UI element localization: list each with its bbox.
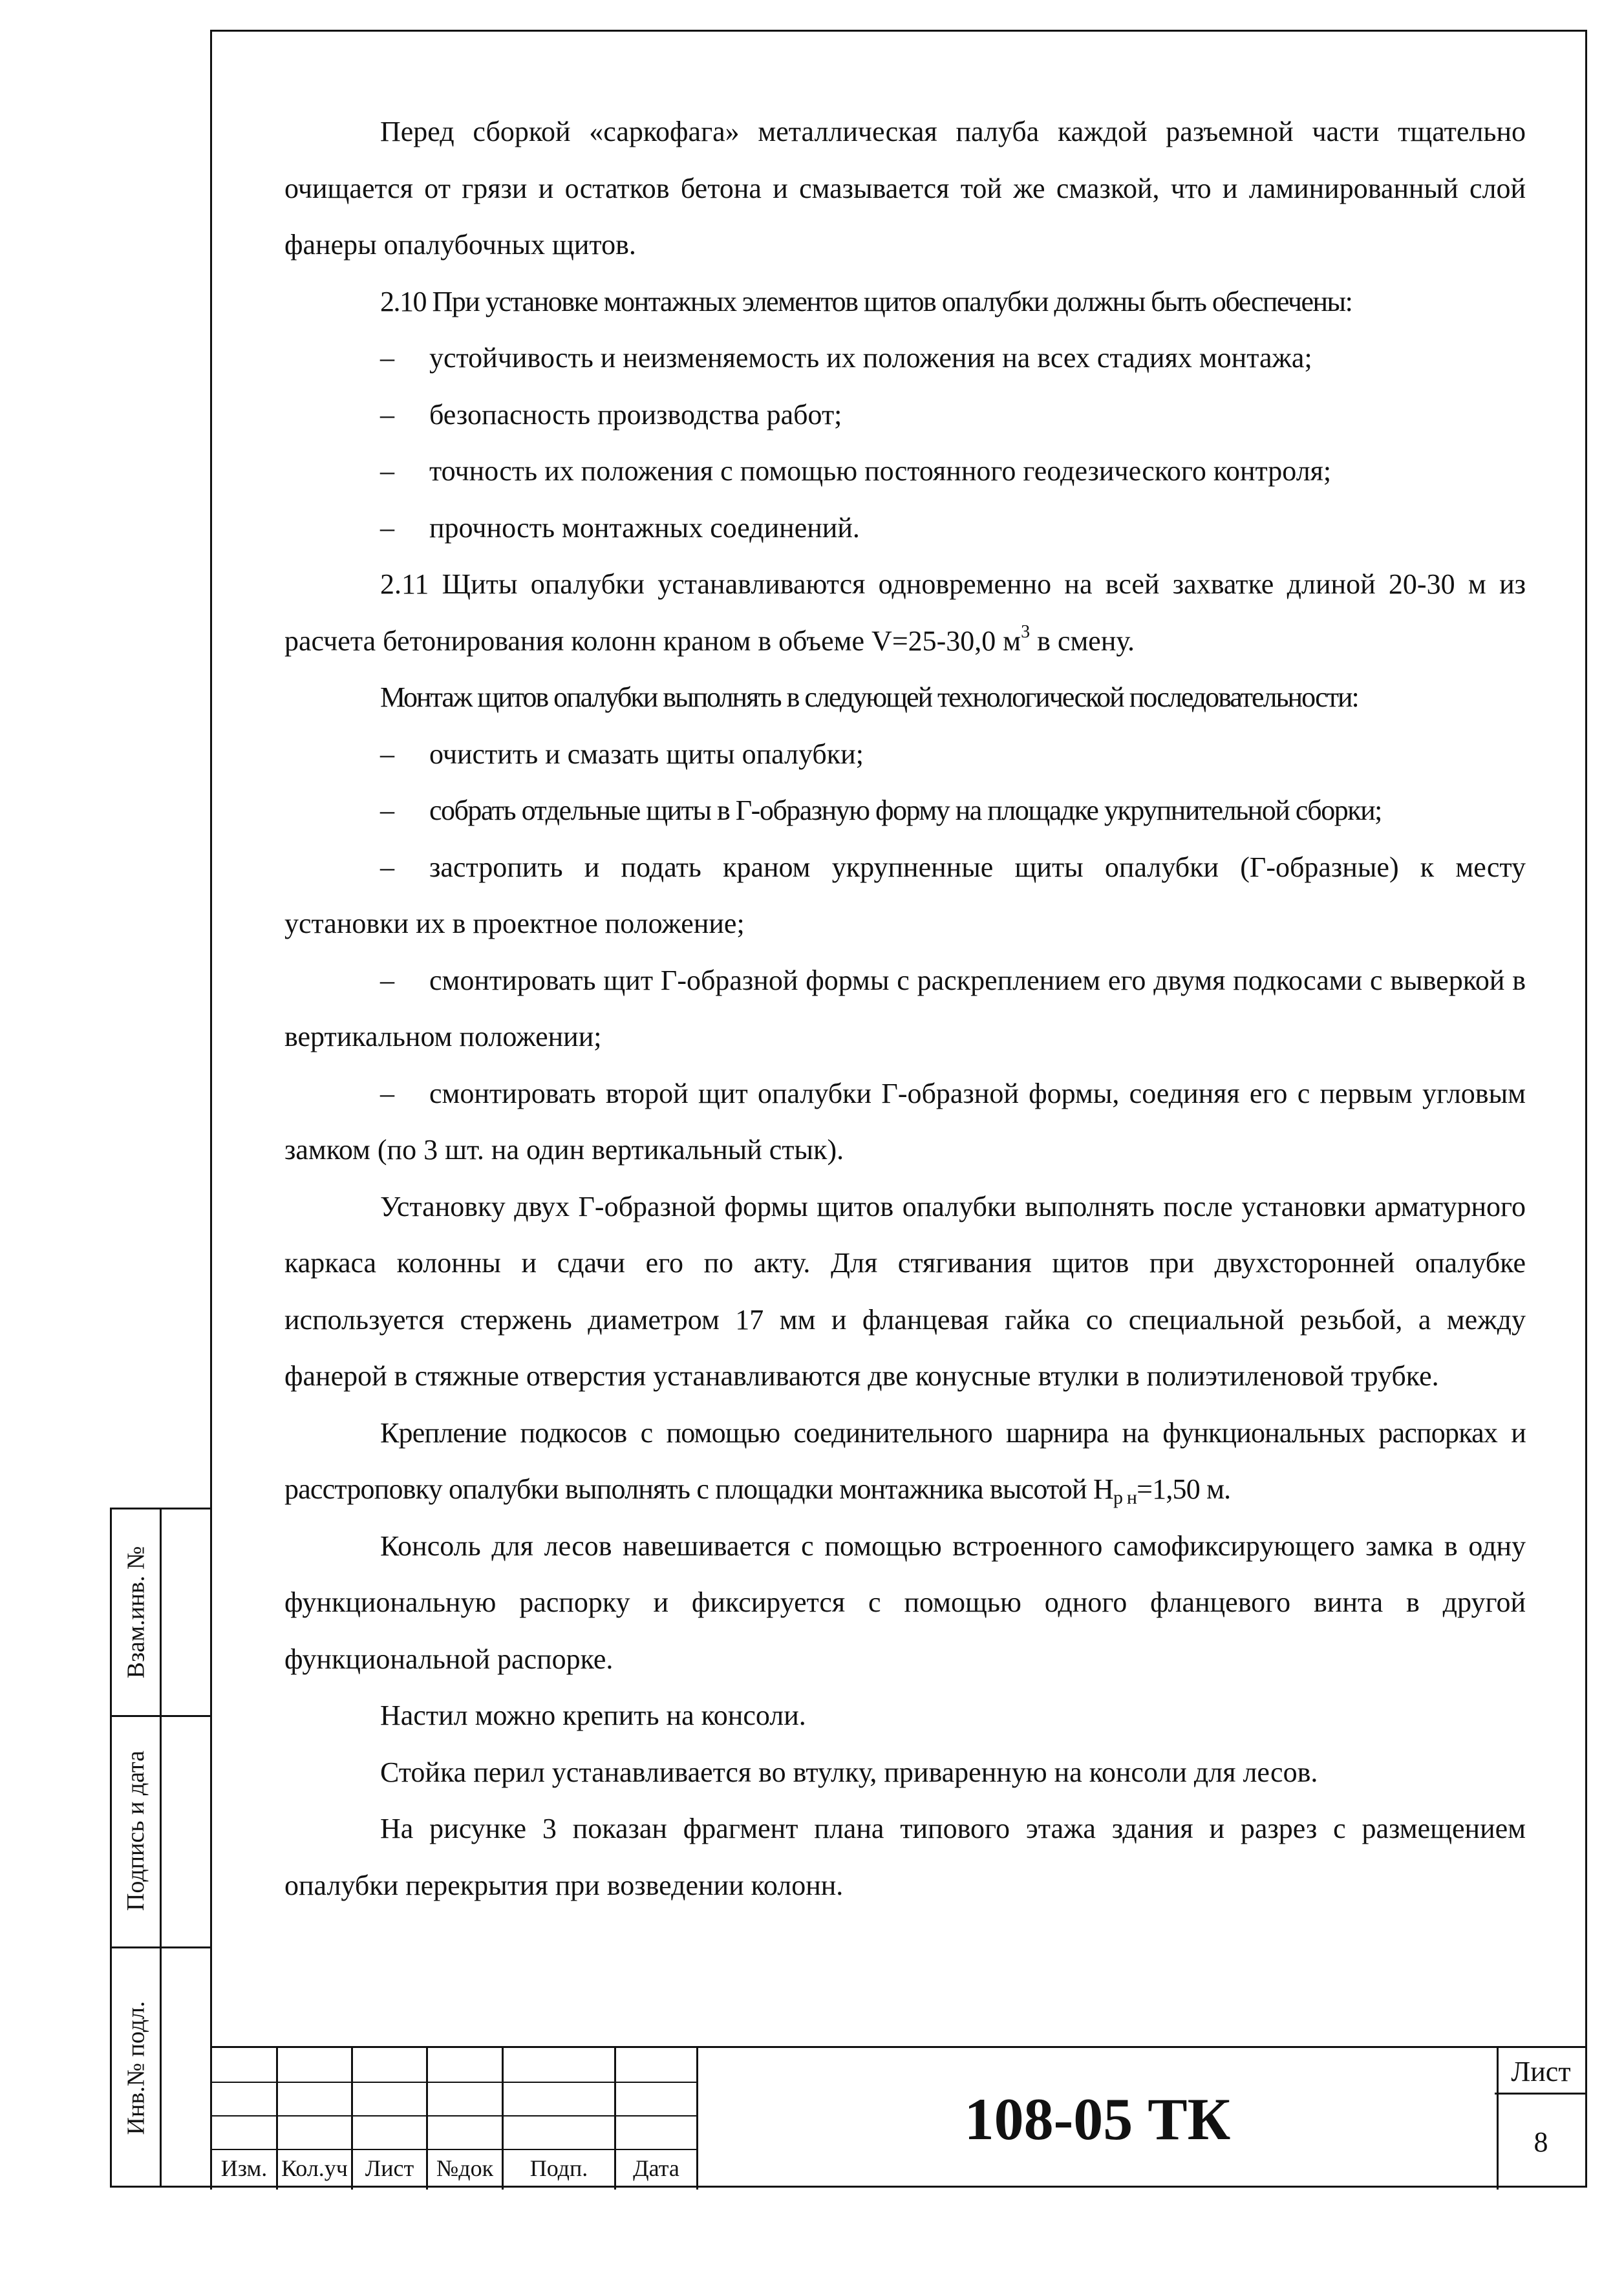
list-item: – устойчивость и неизменяемость их положения на всех стадиях монтажа;: [284, 330, 1526, 387]
list-item: – безопасность производства работ;: [284, 387, 1526, 443]
list-item: – смонтировать второй щит опалубки Г-образной формы, соединяя его с первым угловым замком (по 3 шт. на один вертикальный стык).: [284, 1077, 1526, 1166]
paragraph: Перед сборкой «саркофага» металлическая палуба каждой разъемной части тщательно очищается от грязи и остатков бетона и смазывается той же смазкой, что и ламинированный слой фанеры опалубочных щитов.: [284, 116, 1526, 261]
list-item: – собрать отдельные щиты в Г-образную форму на площадке укрупнительной сборки;: [284, 782, 1526, 839]
paragraph: 2.11 Щиты опалубки устанавливаются одновременно на всей захватке длиной 20-30 м из расчета бетонирования колонн краном в объеме V=25-30,0 $м^3$ в смену.: [284, 568, 1526, 657]
document-body: [284, 103, 1526, 1914]
paragraph: На рисунке 3 показан фрагмент плана типового этажа здания и разрез с размещением опалубки перекрытия при возведении колонн.: [284, 1813, 1526, 1901]
paragraph: Установку двух Г-образной формы щитов опалубки выполнять после установки арматурного каркаса колонны и сдачи его по акту. Для стягивания щитов при двухсторонней опалубке используется стержень диаметром 17 мм и фланцевая гайка со специальной резьбой, а между фанерой в стяжные отверстия устанавливаются две конусные втулки в полиэтиленовой трубке.: [284, 1190, 1526, 1392]
sheet-number: 8: [1495, 2093, 1587, 2190]
paragraph: Монтаж щитов опалубки выполнять в следующей технологической последовательности:: [380, 681, 1358, 713]
list-item: – смонтировать щит Г-образной формы с раскреплением его двумя подкосами с выверкой в вертикальном положении;: [284, 964, 1526, 1052]
col-list: Лист: [365, 2155, 414, 2181]
col-ndok: №док: [436, 2155, 494, 2181]
sheet-label: Лист: [1495, 2046, 1587, 2095]
list-item: – очистить и смазать щиты опалубки;: [284, 726, 1526, 783]
list-item: – точность их положения с помощью постоянного геодезического контроля;: [284, 443, 1526, 500]
col-podp: Подп.: [529, 2155, 588, 2181]
paragraph: Настил можно крепить на консоли.: [380, 1700, 806, 1731]
stamp-zam-inv: Взам.инв. №: [122, 1546, 150, 1679]
paragraph: Крепление подкосов с помощью соединительного шарнира на функциональных распорках и расстроповку опалубки выполнять с площадки монтажника высотой $H_{р н}=1,50$ м.: [284, 1416, 1526, 1508]
document-code: 108-05 ТК: [696, 2046, 1499, 2190]
paragraph: Консоль для лесов навешивается с помощью встроенного самофиксирующего замка в одну функциональную распорку и фиксируется с помощью одного фланцевого винта в другой функциональной распорке.: [284, 1530, 1526, 1675]
col-data: Дата: [633, 2155, 679, 2181]
stamp-inv-podl: Инв.№ подл.: [122, 2001, 150, 2135]
list-item: – застропить и подать краном укрупненные щиты опалубки (Г-образные) к месту установки их в проектное положение;: [284, 851, 1526, 939]
col-kol-uch: Кол.уч: [281, 2155, 348, 2181]
margin-stamp: [110, 1508, 210, 2188]
revision-table: [210, 2046, 696, 2190]
list-item: – прочность монтажных соединений.: [284, 500, 1526, 557]
stamp-podpis-data: Подпись и дата: [122, 1750, 150, 1912]
paragraph: Стойка перил устанавливается во втулку, приваренную на консоли для лесов.: [380, 1756, 1318, 1788]
title-block: [210, 2046, 1587, 2188]
col-izm: Изм.: [220, 2155, 268, 2181]
paragraph: 2.10 При установке монтажных элементов щитов опалубки должны быть обеспечены:: [380, 285, 1352, 317]
